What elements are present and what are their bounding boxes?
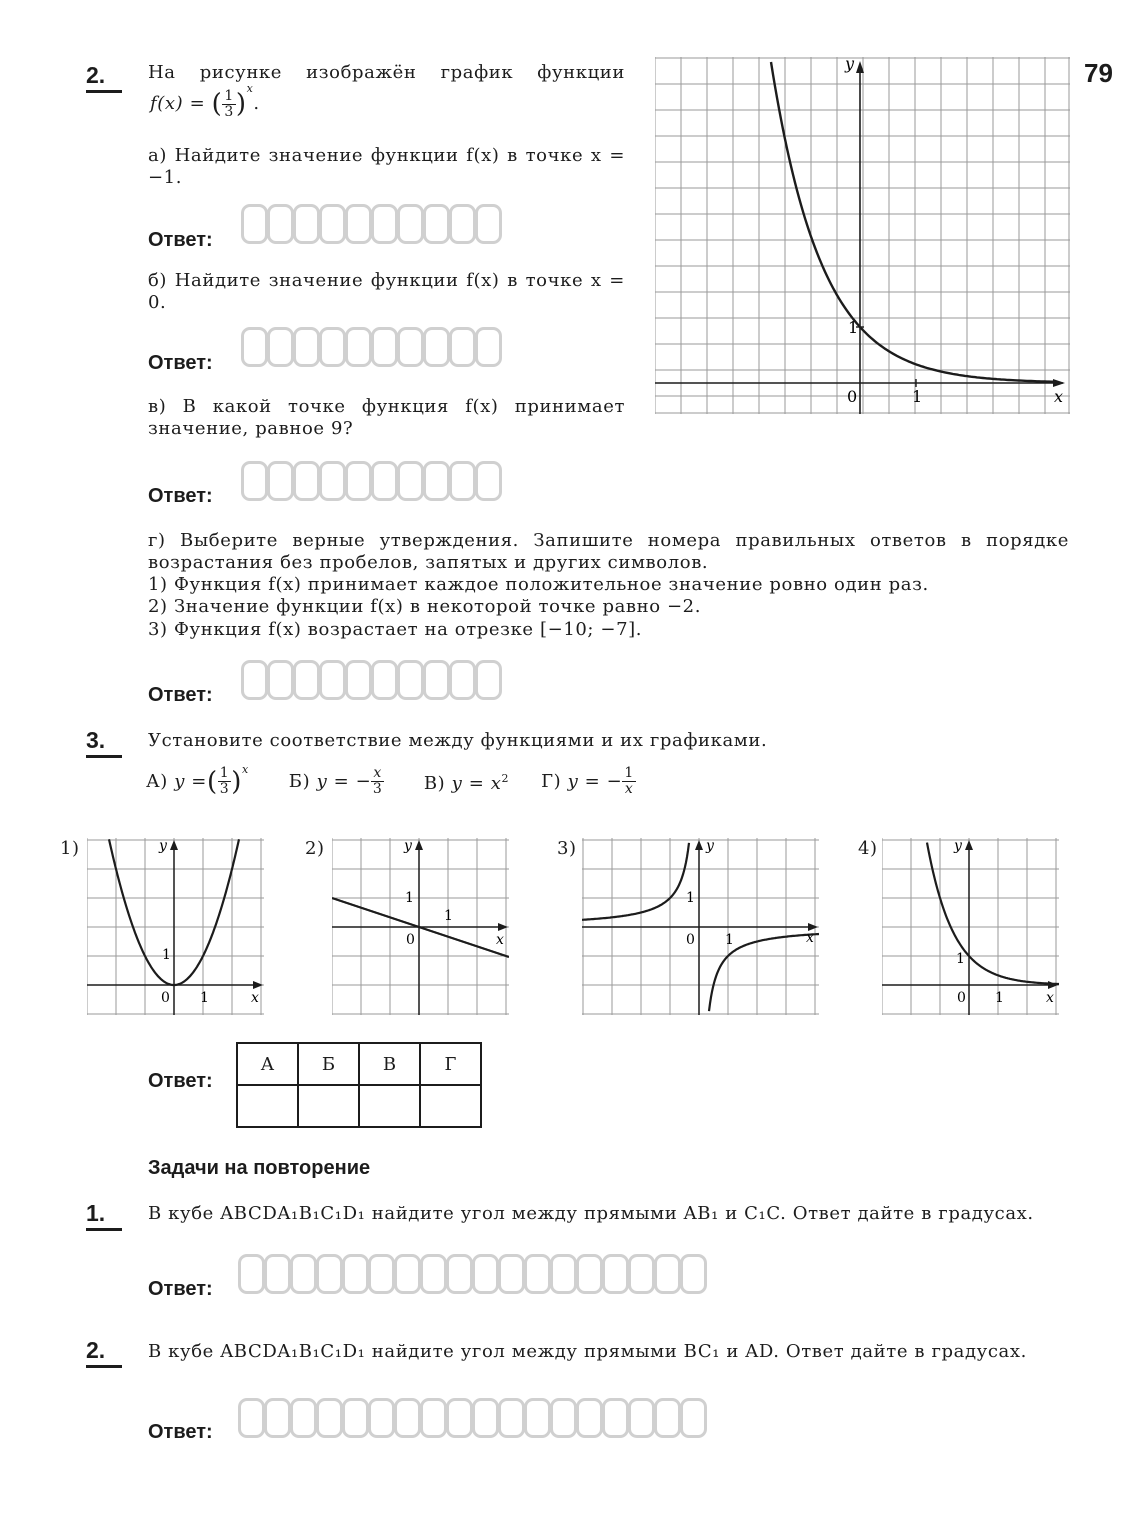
svg-text:x: x [251, 990, 259, 1006]
svg-text:y: y [954, 838, 962, 854]
graph-2 [332, 838, 509, 1015]
answer-cells-2b[interactable] [241, 327, 501, 367]
svg-text:0: 0 [957, 990, 966, 1006]
exponential-curve [927, 843, 1059, 984]
x-tick-one: 1 [912, 387, 923, 406]
task2-statement-2: 2) Значение функции f(x) в некоторой точке равно −2. [148, 596, 702, 617]
answer-label-r2: Ответ: [148, 1421, 213, 1443]
answer-label-2b: Ответ: [148, 352, 213, 374]
review-task2-number: 2. [86, 1337, 122, 1368]
table-header-a: А [237, 1043, 298, 1085]
task2-statement-3: 3) Функция f(x) возрастает на отрезке [−10; −7]. [148, 619, 643, 640]
graph-2-label: 2) [305, 838, 325, 859]
answer-cells-2c[interactable] [241, 461, 501, 501]
svg-text:1: 1 [162, 947, 171, 963]
answer-cell-a[interactable] [237, 1085, 298, 1127]
svg-text:x: x [496, 932, 504, 948]
graph-3-label: 3) [557, 838, 577, 859]
task2-statement-1: 1) Функция f(x) принимает каждое положительное значение ровно один раз. [148, 574, 929, 595]
graph-1-label: 1) [60, 838, 80, 859]
graph-3 [582, 838, 819, 1015]
option-a: А) y = ( $\frac{1}{3}$ ) $^x$ [146, 762, 249, 797]
task3-number: 3. [86, 727, 122, 758]
formula-lhs: f(x) = [150, 93, 212, 114]
svg-text:1: 1 [725, 932, 734, 948]
x-axis-label: x [1054, 387, 1064, 406]
svg-text:x: x [806, 930, 814, 946]
review-heading: Задачи на повторение [148, 1157, 371, 1179]
svg-text:y: y [706, 838, 714, 854]
option-d: Г) y = − $\frac{1}{x}$ [541, 765, 634, 797]
svg-text:x: x [1046, 990, 1054, 1006]
formula-fraction: $\frac{1}{3}$ [224, 87, 234, 120]
svg-text:0: 0 [406, 932, 415, 948]
y-tick-one: 1 [848, 318, 859, 337]
svg-text:1: 1 [995, 990, 1004, 1006]
svg-text:1: 1 [200, 990, 209, 1006]
review-task1-text: В кубе ABCDA₁B₁C₁D₁ найдите угол между прямыми AB₁ и C₁C. Ответ дайте в градусах. [148, 1203, 1034, 1224]
svg-text:0: 0 [686, 932, 695, 948]
graph-1 [87, 838, 264, 1015]
hyperbola-left-branch [582, 843, 689, 920]
svg-text:y: y [159, 838, 167, 854]
svg-text:1: 1 [956, 951, 965, 967]
answer-label-2d: Ответ: [148, 684, 213, 706]
svg-text:1: 1 [686, 890, 695, 906]
option-c: В) $y = x^2$ [423, 772, 510, 794]
answer-table-3 [236, 1042, 482, 1128]
task2-question-c: в) В какой точке функция f(x) принимает значение, равное 9? [148, 396, 625, 439]
graph-4-label: 4) [858, 838, 878, 859]
answer-cell-v[interactable] [359, 1085, 420, 1127]
answer-label-3: Ответ: [148, 1070, 213, 1092]
task3-options [146, 762, 636, 797]
svg-text:y: y [404, 838, 412, 854]
task2-question-a: а) Найдите значение функции f(x) в точке x = −1. [148, 145, 625, 188]
review-task1-number: 1. [86, 1200, 122, 1231]
page-number: 79 [1084, 58, 1113, 88]
answer-cells-r2[interactable] [238, 1398, 706, 1438]
y-axis-label: y [845, 57, 855, 73]
answer-cell-g[interactable] [420, 1085, 481, 1127]
task2-question-d: г) Выберите верные утверждения. Запишите номера правильных ответов в порядке возрастания без пробелов, запятых и других символов. [148, 530, 1069, 573]
table-header-v: В [359, 1043, 420, 1085]
task2-intro: На рисунке изображён график функции [148, 62, 625, 83]
answer-label-2a: Ответ: [148, 229, 213, 251]
answer-cells-r1[interactable] [238, 1254, 706, 1294]
answer-label-r1: Ответ: [148, 1278, 213, 1300]
graph-4 [882, 838, 1059, 1015]
task2-number: 2. [86, 62, 122, 93]
option-b: Б) y = − $\frac{x}{3}$ [288, 765, 383, 797]
svg-text:1: 1 [444, 908, 453, 924]
svg-text:0: 0 [161, 990, 170, 1006]
table-header-g: Г [420, 1043, 481, 1085]
answer-cell-b[interactable] [298, 1085, 359, 1127]
task2-formula: f(x) = ( $\frac{1}{3}$ )$^x$. [150, 82, 260, 120]
task2-graph [655, 57, 1070, 414]
task3-instruction: Установите соответствие между функциями и их графиками. [148, 730, 768, 751]
answer-label-2c: Ответ: [148, 485, 213, 507]
origin-label: 0 [847, 387, 858, 406]
answer-cells-2a[interactable] [241, 204, 501, 244]
task2-question-b: б) Найдите значение функции f(x) в точке x = 0. [148, 270, 625, 313]
review-task2-text: В кубе ABCDA₁B₁C₁D₁ найдите угол между прямыми BC₁ и AD. Ответ дайте в градусах. [148, 1341, 1027, 1362]
answer-cells-2d[interactable] [241, 660, 501, 700]
table-header-b: Б [298, 1043, 359, 1085]
svg-text:1: 1 [405, 890, 414, 906]
